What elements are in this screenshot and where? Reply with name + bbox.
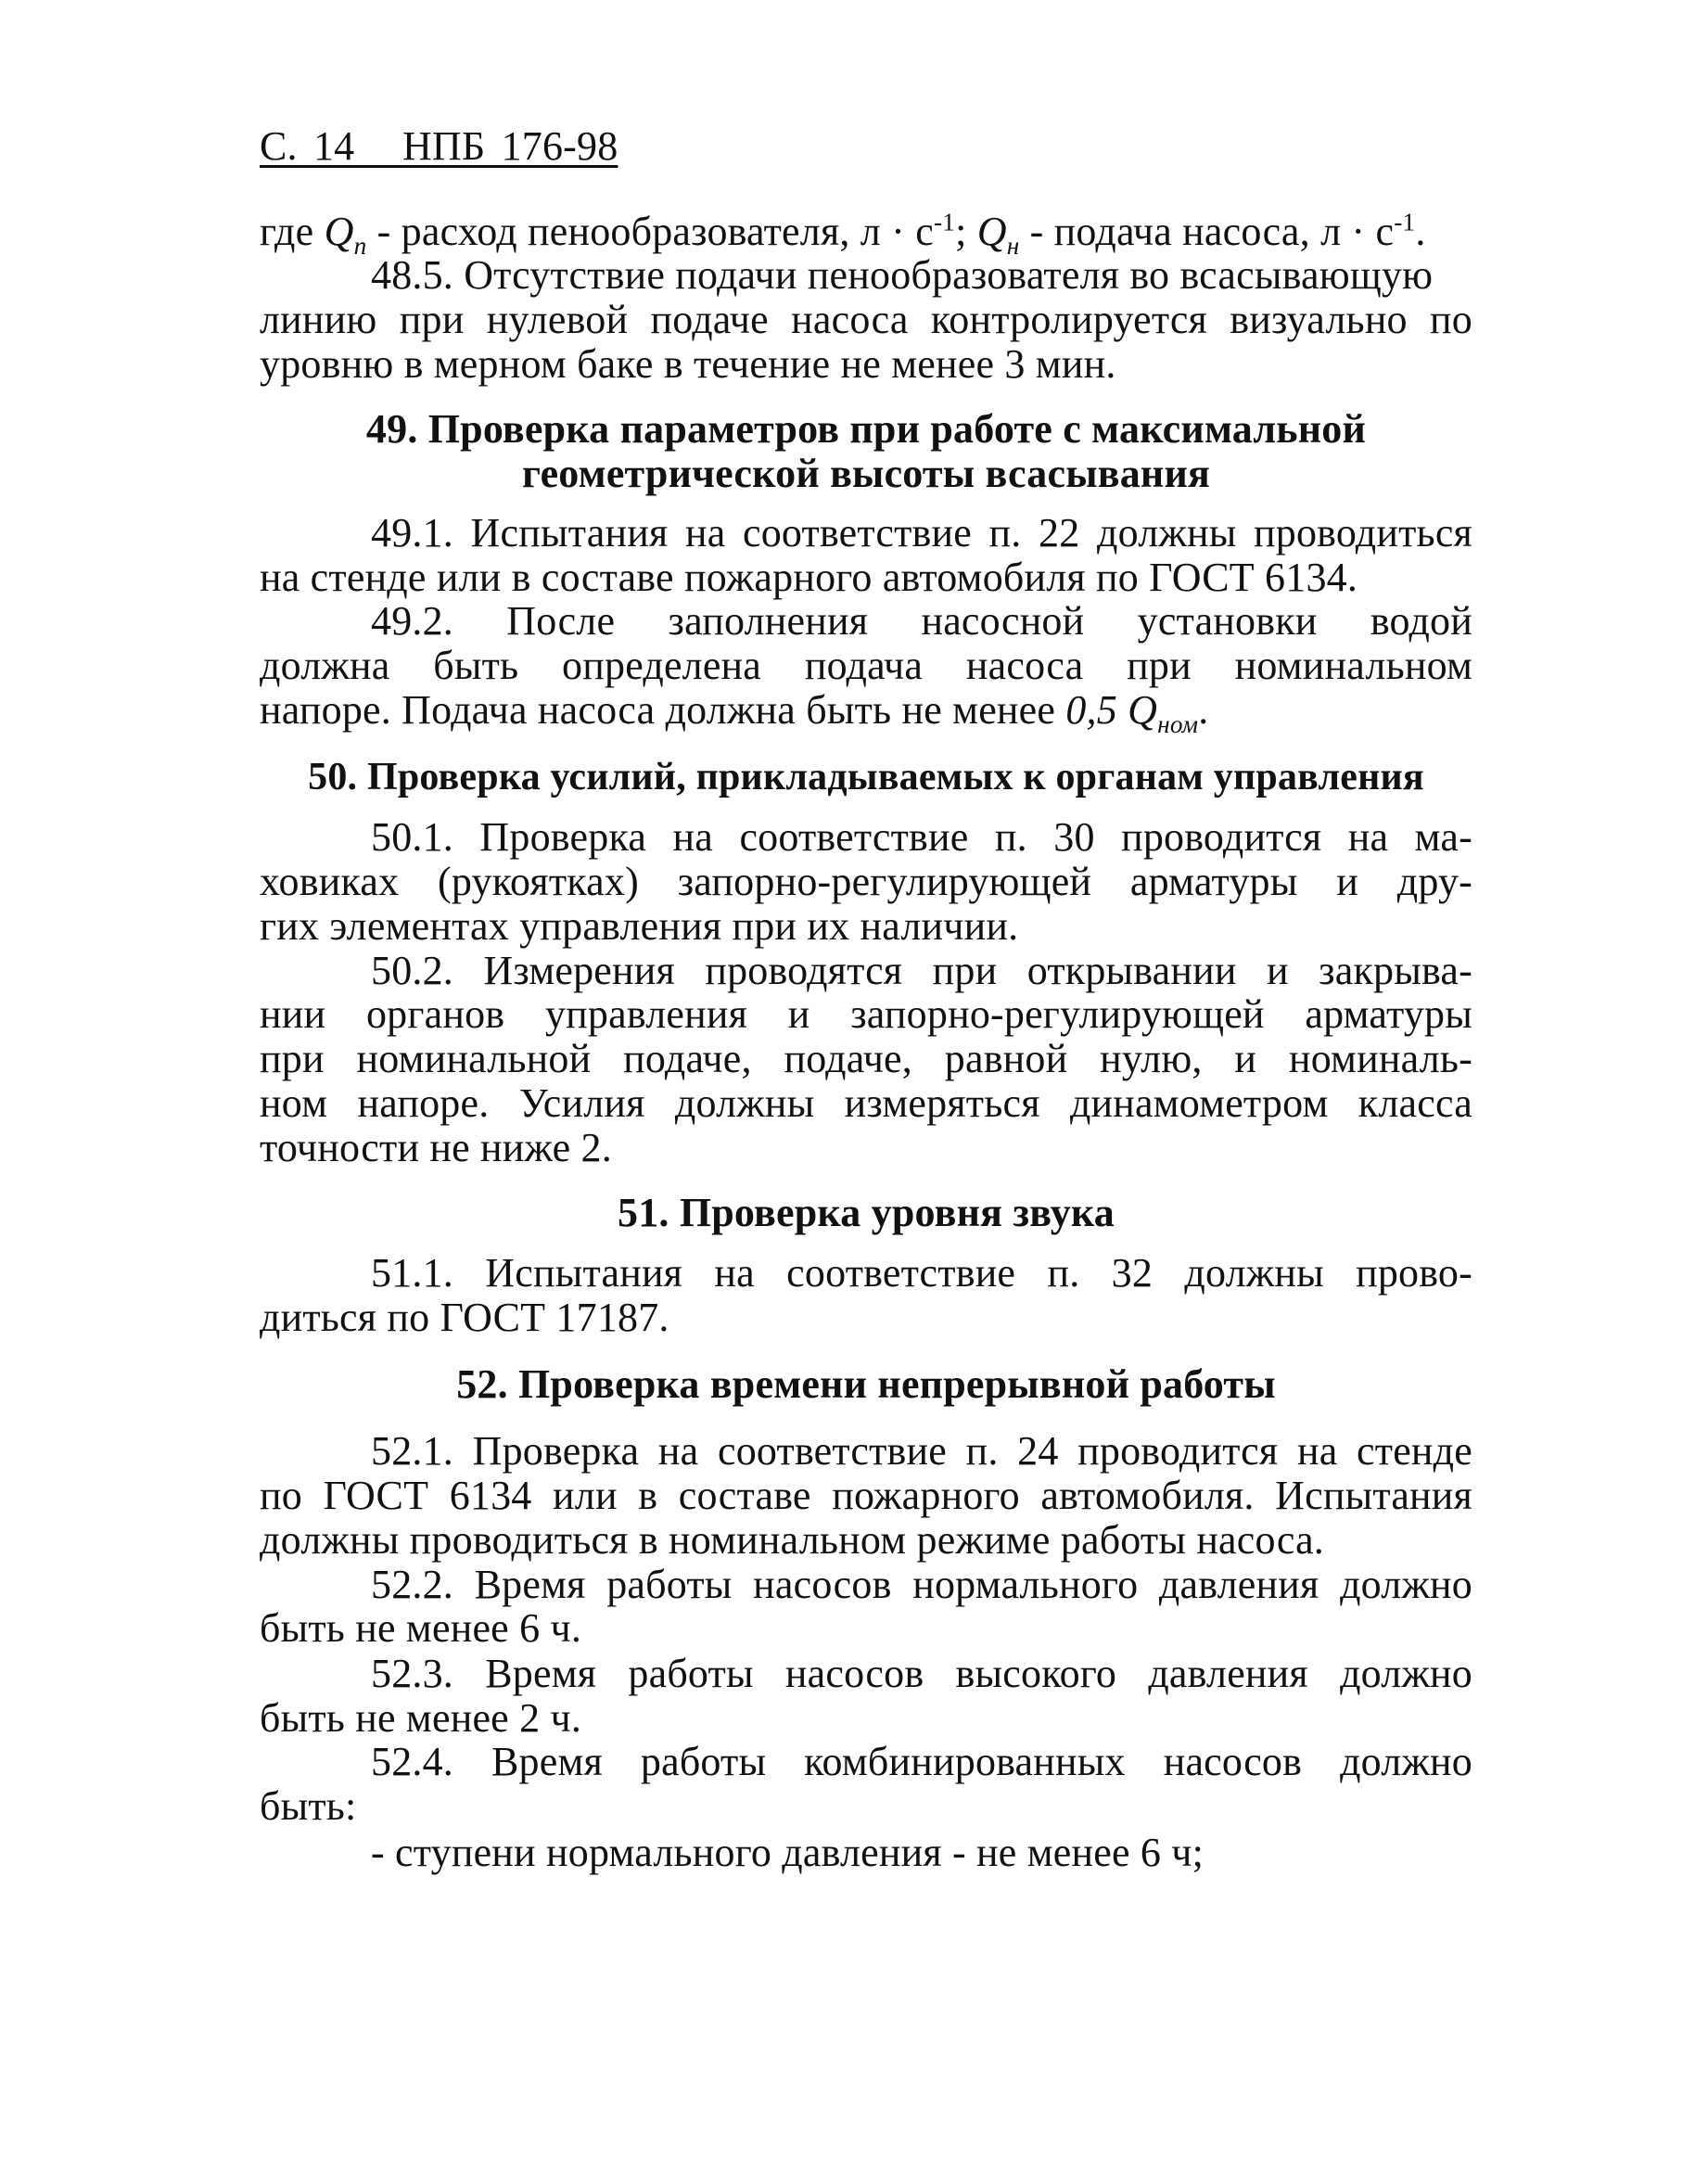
paragraph-50-2-line: при номинальной подаче, подаче, равной нулю, и номиналь-: [260, 1036, 1472, 1081]
where-prefix: где: [260, 209, 314, 254]
paragraph-50-2-line: точности не ниже 2.: [260, 1125, 612, 1170]
paragraph-50-1-line: гих элементах управления при их наличии.: [260, 903, 1019, 949]
qn-definition: - подача насоса, л · с: [1029, 209, 1395, 254]
paragraph-52-4-line: 52.4. Время работы комбинированных насосов должно: [371, 1739, 1472, 1784]
paragraph-49-2-line: 49.2. После заполнения насосной установки водой: [371, 598, 1472, 644]
qn-unit-exponent: -1: [1394, 208, 1416, 236]
paragraph-52-3-line: быть не менее 2 ч.: [260, 1695, 582, 1741]
paragraph-52-1-line: 52.1. Проверка на соответствие п. 24 проводится на стенде: [371, 1428, 1472, 1474]
section-heading-49: геометрической высоты всасывания: [521, 451, 1211, 496]
paragraph-49-1-line: на стенде или в составе пожарного автомобиля по ГОСТ 6134.: [260, 555, 1358, 600]
qn-symbol: $Q_н$: [976, 209, 1020, 260]
section-heading-50: 50. Проверка усилий, прикладываемых к органам управления: [308, 756, 1424, 798]
paragraph-49-1-line: 49.1. Испытания на соответствие п. 22 должны проводиться: [371, 510, 1472, 556]
paragraph-49-2-line: напоре. Подача насоса должна быть не менее 0,5 $Q_{ном}$.: [260, 687, 1209, 738]
paragraph-50-2-line: ном напоре. Усилия должны измеряться динамометром класса: [260, 1080, 1472, 1126]
paragraph-48-5-line: линию при нулевой подаче насоса контролируется визуально по: [260, 297, 1472, 342]
paragraph-48-5-line: уровню в мерном баке в течение не менее 3 мин.: [260, 341, 1116, 387]
qp-unit-exponent: -1: [933, 208, 956, 236]
paragraph-52-1-line: должны проводиться в номинальном режиме работы насоса.: [260, 1517, 1325, 1563]
qp-symbol: $Q_п$: [324, 209, 367, 260]
qp-definition: - расход пенообразователя, л · с: [376, 209, 934, 254]
formula-definition-line: где $Q_п$ - расход пенообразователя, $л \cdot с^{-1}$; $Q_н$ - подача насоса, $л \cdot с^{-1}$.: [260, 208, 1426, 260]
paragraph-50-2-line: 50.2. Измерения проводятся при открывании и закрыва-: [371, 948, 1472, 993]
paragraph-48-5-line: 48.5. Отсутствие подачи пенообразователя во всасывающую: [371, 252, 1434, 298]
paragraph-52-2-line: быть не менее 6 ч.: [260, 1605, 582, 1651]
list-item: - ступени нормального давления - не менее 6 ч;: [371, 1830, 1205, 1875]
running-head: С. 14 НПБ 176-98: [260, 123, 618, 169]
paragraph-49-2-line: должна быть определена подача насоса при номинальном: [260, 643, 1472, 688]
paragraph-51-1-line: диться по ГОСТ 17187.: [260, 1295, 669, 1340]
paragraph-52-2-line: 52.2. Время работы насосов нормального давления должно: [371, 1562, 1472, 1607]
paragraph-51-1-line: 51.1. Испытания на соответствие п. 32 должны прово-: [371, 1250, 1472, 1296]
min-flow-formula: 0,5 $Q_{ном}$: [1065, 687, 1199, 738]
paragraph-50-1-line: 50.1. Проверка на соответствие п. 30 проводится на ма-: [371, 814, 1472, 860]
section-heading-49: 49. Проверка параметров при работе с максимальной: [365, 406, 1367, 452]
paragraph-52-3-line: 52.3. Время работы насосов высокого давления должно: [371, 1651, 1472, 1696]
paragraph-50-2-line: нии органов управления и запорно-регулирующей арматуры: [260, 991, 1472, 1037]
paragraph-52-4-line: быть:: [260, 1783, 357, 1829]
paragraph-50-1-line: ховиках (рукоятках) запорно-регулирующей арматуры и дру-: [260, 859, 1472, 904]
paragraph-52-1-line: по ГОСТ 6134 или в составе пожарного автомобиля. Испытания: [260, 1473, 1472, 1518]
section-heading-51: 51. Проверка уровня звука: [618, 1190, 1115, 1235]
section-heading-52: 52. Проверка времени непрерывной работы: [456, 1361, 1276, 1407]
